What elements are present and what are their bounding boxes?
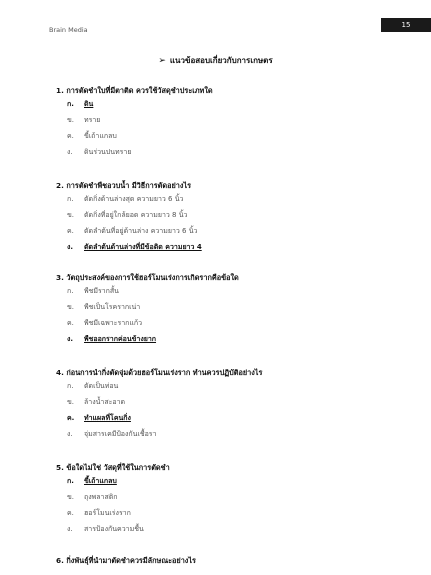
answer-option [67,397,125,408]
option-label: ง. [67,430,73,438]
option-text: ดิน [84,100,94,108]
question-text: 2. การตัดชำพืชอวบน้ำ มีวิธีการตัดอย่างไร [56,181,192,190]
option-text: ขี้เถ้าแกลบ [84,132,117,140]
option-label: ก. [67,477,74,485]
option-label: ง. [67,335,74,343]
option-label: ค. [67,319,74,327]
option-label: ข. [67,303,75,311]
answer-option [67,210,187,221]
option-text: ทราย [84,116,101,124]
option-text: ดินร่วนปนทราย [84,148,132,156]
page-header [0,0,431,40]
answer-option [67,429,157,440]
option-label: ก. [67,100,74,108]
answer-option-correct [67,99,93,110]
page-title [0,54,431,67]
option-label: ค. [67,509,74,517]
option-text: ตัดกิ่งที่อยู่ใกล้ยอด ความยาว 8 นิ้ว [84,211,188,219]
option-label: ก. [67,287,74,295]
option-label: ก. [67,382,74,390]
answer-option-correct [67,476,117,487]
page-title-text: แนวข้อสอบเกี่ยวกับการเกษตร [169,56,273,65]
option-text: ฮอร์โมนเร่งราก [84,509,131,517]
option-text: ตัดเป็นท่อน [84,382,119,390]
answer-option [67,492,118,503]
option-label: ค. [67,227,74,235]
option-label: ง. [67,243,74,251]
option-text: ทำแผลที่โคนกิ่ง [84,414,131,422]
question-text: 6. กิ่งพันธุ์ที่นำมาตัดชำควรมีลักษณะอย่างไร [56,556,196,565]
answer-option-correct [67,242,202,253]
question-text: 5. ข้อใดไม่ใช่ วัสดุที่ใช้ในการตัดชำ [56,463,170,472]
option-label: ง. [67,148,73,156]
arrow-bullet-icon: ➢ [158,56,166,66]
answer-option [67,226,197,237]
option-label: ข. [67,398,75,406]
answer-option-correct [67,413,131,424]
question-text: 3. วัตถุประสงค์ของการใช้ฮอร์โมนเร่งการเกิดรากคือข้อใด [56,273,239,282]
option-text: สารป้องกันความชื้น [84,525,144,533]
option-label: ค. [67,132,74,140]
option-label: ง. [67,525,73,533]
option-text: พืชมีเฉพาะรากแก้ว [84,319,143,327]
option-text: ล้างน้ำสะอาด [84,398,126,406]
option-text: ตัดลำต้นที่อยู่ด้านล่าง ความยาว 6 นิ้ว [84,227,198,235]
option-text: พืชเป็นโรครากเน่า [84,303,141,311]
answer-option [67,381,118,392]
option-label: ก. [67,195,74,203]
answer-option [67,194,183,205]
question-text: 1. การตัดชำใบที่มีตาติด ควรใช้วัสดุชำประเภทใด [56,86,213,95]
option-text: จุ่มสารเคมีป้องกันเชื้อรา [84,430,157,438]
option-label: ข. [67,116,75,124]
answer-option [67,318,142,329]
answer-option [67,508,131,519]
option-label: ข. [67,493,75,501]
question-text: 4. ก่อนการนำกิ่งตัดจุ่มด้วยฮอร์โมนเร่งราก ทำนควรปฏิบัติอย่างไร [56,368,263,377]
option-text: ตัดกิ่งด้านล่างสุด ความยาว 6 นิ้ว [84,195,184,203]
answer-option [67,286,119,297]
option-text: ถุงพลาสติก [84,493,118,501]
option-text: พืชมีรากสั้น [84,287,119,295]
option-text: ตัดลำต้นด้านล่างที่มีข้อติด ความยาว 4 [84,243,202,251]
option-text: ขี้เถ้าแกลบ [84,477,117,485]
option-text: พืชออกรากค่อนข้างยาก [84,335,157,343]
answer-option [67,147,131,158]
brand-name: Brain Media [49,26,88,34]
option-label: ค. [67,414,75,422]
option-label: ข. [67,211,75,219]
answer-option [67,115,100,126]
answer-option [67,302,140,313]
answer-option [67,131,117,142]
answer-option [67,524,144,535]
answer-option-correct [67,334,156,345]
page-number-badge: 15 [381,18,431,32]
